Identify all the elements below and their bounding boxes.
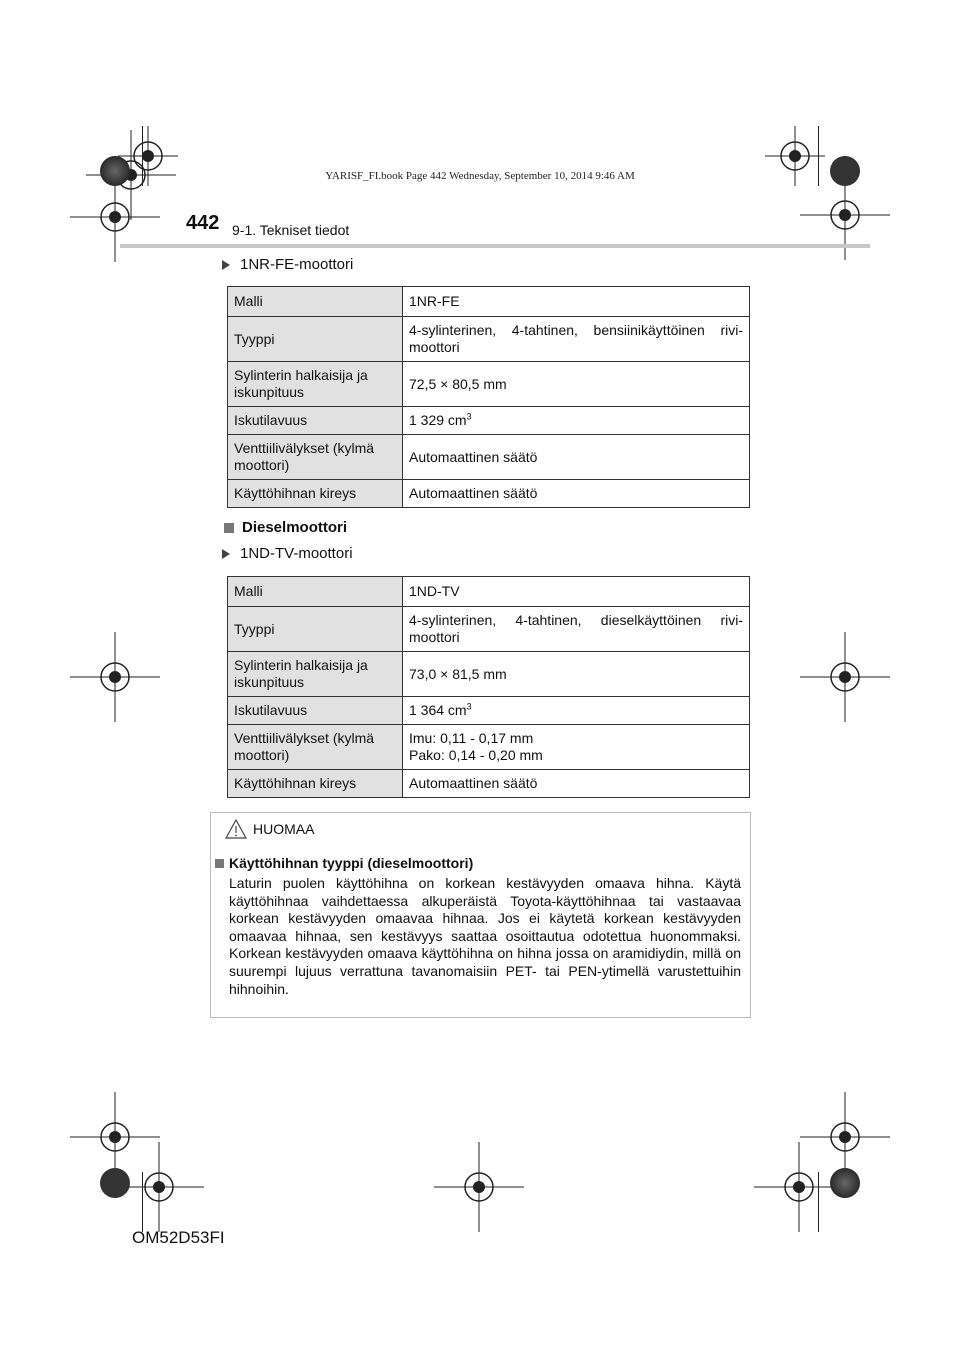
spec-value: Automaattinen säätö [403,770,750,798]
spec-value: 1NR-FE [403,287,750,317]
starburst-mark [100,156,130,186]
notice-label: HUOMAA [253,821,315,837]
table-row [228,725,750,770]
registration-mark [70,632,160,722]
spec-key: Malli [228,287,403,317]
crop-line [818,1172,819,1232]
engine-heading-1nd-tv [222,545,353,562]
table-row [228,287,750,317]
table-row [228,652,750,697]
spec-table-1nd-tv [227,576,750,798]
intake-clearance: Imu: 0,11 - 0,17 mm [409,730,534,746]
diesel-section-heading [224,519,347,536]
triangle-bullet-icon [222,549,230,559]
table-row [228,770,750,798]
crop-line [818,126,819,186]
spec-value: Automaattinen säätö [403,435,750,480]
spec-key: Iskutilavuus [228,407,403,435]
spec-value: Automaattinen säätö [403,480,750,508]
notice-body-text: Laturin puolen käyttöhihna on korkean kestävyyden omaava hihna. Käytä käyttöhihnaa vaihdettaessa alkuperäistä Toyota-käyttöhihnaa tai vastaavaa korkean kestävyyden omaavaa hihnaa. Jos ei käytetä korkean kestävyyden omaavaa hihnaa, sen kestävyys saattaa osoittautua odotettua huonommaksi. Korkean kestävyyden omaava käyttöhihna on hihna jossa on aramidiydin, millä on suurempi lujuus verrattuna tavanomaisiin PET- tai PEN-ytimellä varustettuihin hihnoihin. [229,875,741,997]
crop-line [142,126,143,186]
table-row [228,577,750,607]
engine-heading-text: 1ND-TV-moottori [240,545,353,562]
spec-key: Sylinterin halkaisija ja iskunpituus [228,362,403,407]
warning-triangle-icon [225,819,247,839]
table-row [228,697,750,725]
displacement-value: 1 364 cm [409,702,467,718]
triangle-bullet-icon [222,260,230,270]
spec-key: Venttiilivälykset (kylmä moottori) [228,725,403,770]
spec-key: Malli [228,577,403,607]
notice-subheading [215,855,473,871]
registration-mark [434,1142,524,1232]
table-row [228,407,750,435]
starburst-mark [100,1168,130,1198]
spec-key: Sylinterin halkaisija ja iskunpituus [228,652,403,697]
engine-heading-1nr-fe [222,256,353,273]
table-row [228,362,750,407]
spec-value [403,407,750,435]
notice-box [210,812,751,1018]
superscript-unit: 3 [466,411,472,422]
spec-key: Käyttöhihnan kireys [228,480,403,508]
spec-value: 4-sylinterinen, 4-tahtinen, dieselkäyttöinen rivi-moottori [403,607,750,652]
exhaust-clearance: Pako: 0,14 - 0,20 mm [409,747,543,763]
header-rule [120,244,870,248]
spec-key: Käyttöhihnan kireys [228,770,403,798]
table-row [228,435,750,480]
notice-header [225,819,314,839]
spec-table-1nr-fe [227,286,750,508]
engine-heading-text: 1NR-FE-moottori [240,256,354,273]
spec-key: Tyyppi [228,317,403,362]
spec-value: 72,5 × 80,5 mm [403,362,750,407]
crop-line [142,1172,143,1232]
spec-key: Iskutilavuus [228,697,403,725]
book-info-line: YARISF_FI.book Page 442 Wednesday, September 10, 2014 9:46 AM [325,170,635,182]
square-bullet-icon [215,859,224,868]
section-title: 9-1. Tekniset tiedot [232,222,350,238]
spec-key: Venttiilivälykset (kylmä moottori) [228,435,403,480]
spec-value: 4-sylinterinen, 4-tahtinen, bensiinikäyttöinen rivi-moottori [403,317,750,362]
displacement-value: 1 329 cm [409,412,467,428]
registration-mark [800,632,890,722]
spec-key: Tyyppi [228,607,403,652]
section-heading-text: Dieselmoottori [242,519,348,536]
starburst-mark [830,156,860,186]
spec-value [403,725,750,770]
page-number: 442 [186,212,220,234]
spec-value: 73,0 × 81,5 mm [403,652,750,697]
table-row [228,480,750,508]
manual-code: OM52D53FI [132,1228,225,1247]
spec-value [403,697,750,725]
spec-value: 1ND-TV [403,577,750,607]
notice-subheading-text: Käyttöhihnan tyyppi (dieselmoottori) [229,855,474,871]
square-bullet-icon [224,523,234,533]
table-row [228,607,750,652]
superscript-unit: 3 [466,701,472,712]
table-row [228,317,750,362]
starburst-mark [830,1168,860,1198]
